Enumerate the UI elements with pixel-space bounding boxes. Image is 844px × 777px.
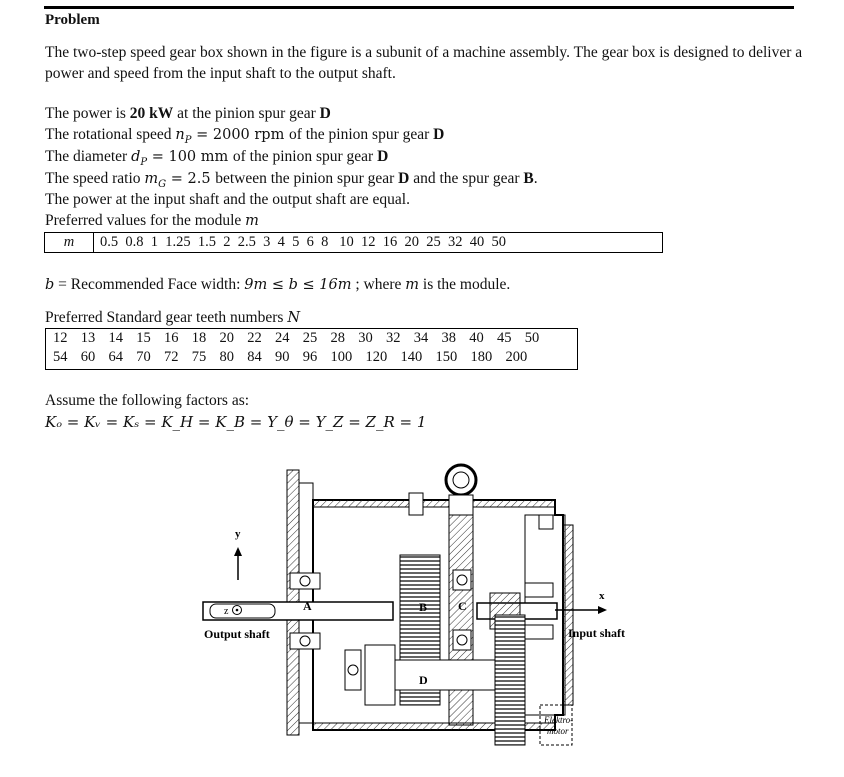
- input-shaft-label: Input shaft: [568, 626, 626, 640]
- gear-d-label: D: [419, 673, 428, 687]
- gear-c-label: C: [458, 599, 467, 613]
- module-table: [44, 232, 663, 253]
- factors-formula: Kₒ = Kᵥ = Kₛ = K_H = K_B = Y_θ = Y_Z = Z_R = 1: [45, 413, 427, 431]
- output-shaft-label: Output shaft: [204, 627, 270, 641]
- teeth-table: [45, 328, 578, 370]
- motor-label: Elektro-: [544, 715, 574, 725]
- problem-heading: Problem: [45, 12, 100, 28]
- axis-y-label: y: [235, 528, 241, 540]
- problem-intro: The two-step speed gear box shown in the figure is a subunit of a machine assembly. The gear box is designed to deliver a power and speed from the input shaft to the output shaft.: [45, 44, 803, 82]
- power-line: The power is 20 kW at the pinion spur gear D: [45, 105, 331, 122]
- speed-line: The rotational speed $n_P = 2000$ rpm of the pinion spur gear D: [45, 126, 445, 147]
- module-table-values: 0.5 0.8 1 1.25 1.5 2 2.5 3 4 5 6 8 10 12 16 20 25 32 40 50: [94, 233, 663, 253]
- teeth-label: Preferred Standard gear teeth numbers N: [45, 309, 300, 326]
- gear-a-label: A: [303, 599, 312, 613]
- factors-label: Assume the following factors as:: [45, 392, 250, 409]
- top-rule: [44, 6, 794, 9]
- teeth-row-1: 12 13 14 15 16 18 20 22 24 25 28 30 32 34 38 40 45 50: [53, 330, 540, 346]
- gearbox-figure: [195, 455, 645, 755]
- teeth-row-2: 54 60 64 70 72 75 80 84 90 96 100 120 140 150 180 200: [53, 349, 528, 365]
- diameter-line: The diameter $d_P = 100$ mm of the pinion spur gear D: [45, 148, 389, 169]
- module-label: Preferred values for the module m: [45, 212, 259, 229]
- equal-power-line: The power at the input shaft and the output shaft are equal.: [45, 191, 410, 208]
- module-table-header: m: [45, 233, 94, 253]
- face-width-line: b = Recommended Face width: 9m ≤ b ≤ 16m ; where m is the module.: [45, 276, 511, 293]
- ratio-line: The speed ratio $m_G = 2.5$ between the pinion spur gear D and the spur gear B.: [45, 170, 538, 191]
- gear-d: [495, 615, 525, 745]
- motor-label-2: motor: [547, 726, 569, 736]
- axis-z-label: z: [224, 606, 229, 617]
- axis-x-label: x: [599, 590, 605, 602]
- gear-b-label: B: [419, 600, 428, 614]
